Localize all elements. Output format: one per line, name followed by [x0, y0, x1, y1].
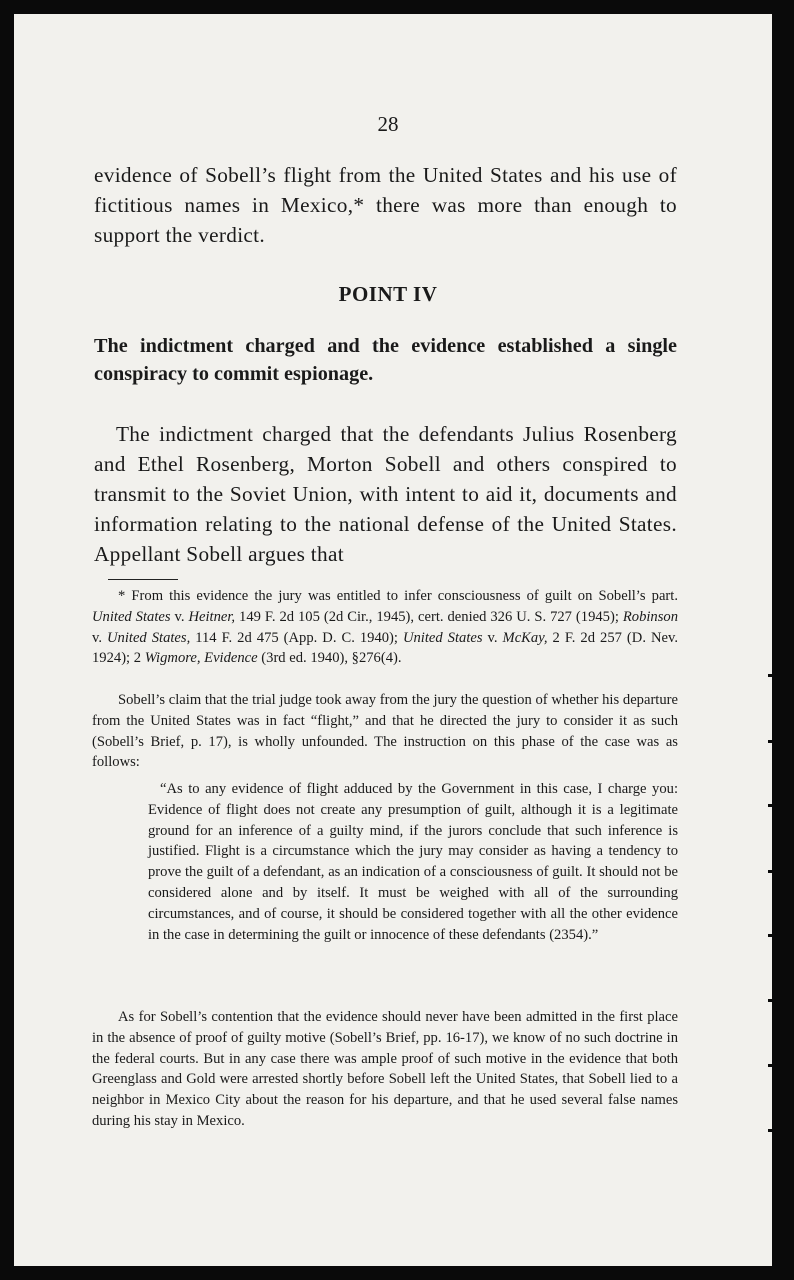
footnote-text: 149 F. 2d 105 (2d Cir., 1945), cert. denied 326 U. S. 727 (1945); [235, 608, 623, 625]
case-name: United States [402, 629, 483, 646]
treatise-name: Wigmore, Evidence [144, 650, 258, 667]
page-number: 28 [377, 112, 399, 136]
point-subheading: The indictment charged and the evidence established a single conspiracy to commit espionage. [94, 335, 677, 385]
case-name: Robinson [622, 608, 678, 625]
footnote-text: 2 F. 2d 257 (D. Nev. 1924); 2 [92, 629, 678, 667]
main-paragraph: The indictment charged that the defendants Julius Rosenberg and Ethel Rosenberg, Morton Sobell and others conspired to transmit to the Soviet Union, with intent to aid it, documents and information relating to the national defense of the United States. Appellant Sobell argues that [94, 422, 677, 566]
footnote-text: 114 F. 2d 475 (App. D. C. 1940); [190, 629, 403, 646]
scan-edge-mark [768, 740, 782, 743]
document-page [14, 14, 772, 1266]
footnote-text: * From this evidence the jury was entitled to infer consciousness of guilt on Sobell’s part. [118, 588, 678, 604]
scan-edge-mark [768, 999, 782, 1002]
scan-edge-mark [768, 870, 782, 873]
footnote-text: v. [482, 629, 503, 646]
footnote-text: v. [92, 629, 107, 646]
case-name: Heitner, [188, 608, 236, 625]
scan-edge-mark [768, 1064, 782, 1067]
footnote-flight-paragraph: Sobell’s claim that the trial judge took away from the jury the question of whether his departure from the United States was in fact “flight,” and that he directed the jury to consider it as such (Sobell’s Brief, p. 17), is wholly unfounded. The instruction on this phase of the case was as follows: [92, 692, 678, 771]
footnote-jury-instruction-quote: “As to any evidence of flight adduced by the Government in this case, I charge you: Evidence of flight does not create any presumption of guilt, although it is a legitimate ground for an inference of a guilty mind, if the jurors conclude that such inference is justified. Flight is a circumstance which the jury may consider as having a tendency to prove the guilt of a defendant, as an indication of a consciousness of guilt. It should not be considered alone and by itself. It must be weighed with all of the surrounding circumstances, and of course, it should be considered together with all the other evidence in the case in determining the guilt or innocence of these defendants (2354).” [148, 781, 678, 943]
case-name: United States [92, 608, 171, 625]
footnote-motive-paragraph: As for Sobell’s contention that the evidence should never have been admitted in the first place in the absence of proof of guilty motive (Sobell’s Brief, pp. 16-17), we know of no such doctrine in the federal courts. But in any case there was ample proof of such motive in the evidence that both Greenglass and Gold were arrested shortly before Sobell left the United States, that Sobell lied to a neighbor in Mexico City about the reason for his departure, and that he used several false names during his stay in Mexico. [92, 1009, 678, 1129]
intro-paragraph: evidence of Sobell’s flight from the United States and his use of fictitious names in Mexico,* there was more than enough to support the verdict. [94, 163, 677, 247]
footnote-text: v. [170, 608, 189, 625]
case-name: McKay, [502, 629, 548, 646]
footnote-divider [108, 579, 178, 580]
scan-edge-mark [768, 1129, 782, 1132]
case-name: United States, [107, 629, 191, 646]
scan-edge-mark [768, 934, 782, 937]
scan-edge-mark [768, 804, 782, 807]
footnote-citation-paragraph [92, 586, 678, 669]
scan-edge-mark [768, 674, 782, 677]
footnote-text: (3rd ed. 1940), §276(4). [257, 650, 402, 667]
point-heading: POINT IV [338, 282, 438, 306]
